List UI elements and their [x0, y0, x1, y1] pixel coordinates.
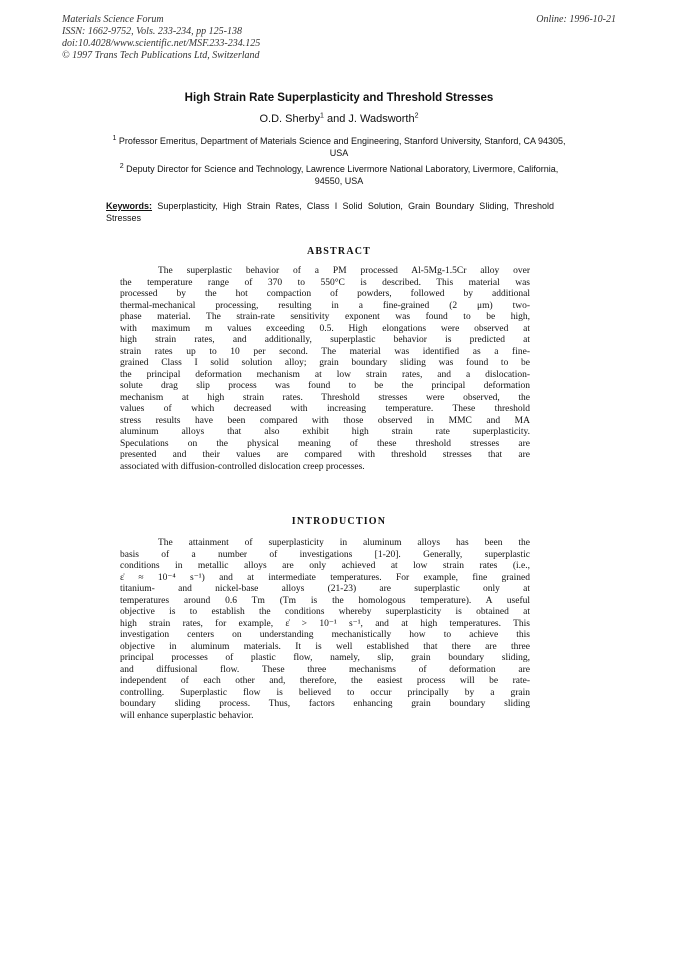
text-line: the principal deformation mechanism at low strain rates, and a dislocation- — [120, 369, 530, 380]
text-line: strain rates up to 10 per second. The material was identified as a fine- — [120, 346, 530, 357]
affiliation-1 — [110, 135, 568, 159]
text-line: processed by the hot compaction of powders, followed by additional — [120, 289, 530, 299]
text-line: objective in aluminum materials. It is well established that there are three — [120, 641, 530, 652]
affiliation-text: Deputy Director for Science and Technology, Lawrence Livermore National Laboratory, Livermore, California, 94550, USA — [123, 164, 559, 186]
text-line: aluminum alloys that also exhibit high strain rate superplasticity. — [120, 427, 530, 437]
text-line: mechanism at high strain rates. Threshold stresses were observed, the — [120, 392, 530, 403]
text-line: stress results have been compared with those observed in MMC and MA — [120, 415, 530, 426]
affiliation-text: Professor Emeritus, Department of Materials Science and Engineering, Stanford University, Stanford, CA 94305, USA — [116, 136, 566, 158]
text-line: investigation centers on understanding mechanistically how to achieve this — [120, 630, 530, 640]
text-line: phase material. The strain-rate sensitivity exponent was found to be high, — [120, 312, 530, 322]
online-date: Online: 1996-10-21 — [536, 14, 616, 25]
text-line: principal processes of plastic flow, namely, slip, grain boundary sliding, — [120, 653, 530, 663]
text-line: grained Class I solid solution alloy; grain boundary sliding was found to be — [120, 358, 530, 368]
text-line: independent of each other and, therefore, the easiest process will be rate- — [120, 676, 530, 686]
author-affiliation-marker: 2 — [414, 112, 419, 120]
paper-title: High Strain Rate Superplasticity and Threshold Stresses — [184, 92, 494, 104]
text-line: controlling. Superplastic flow is believed to occur principally by a grain — [120, 687, 530, 698]
abstract-body — [120, 266, 530, 473]
text-line: thermal-mechanical processing, resulting in a fine-grained (2 μm) two- — [120, 300, 530, 311]
introduction-heading: INTRODUCTION — [291, 516, 387, 527]
text-line: temperatures around 0.6 Tm (Tm is the homologous temperature). A useful — [120, 595, 530, 606]
keywords-label: Keywords: — [106, 201, 153, 211]
keywords-text: Superplasticity, High Strain Rates, Class I Solid Solution, Grain Boundary Sliding, Threshold Stresses — [106, 201, 554, 223]
text-line: high strain rates, for example, ε̇ > 10⁻¹ s⁻¹, and at high temperatures. This — [120, 618, 530, 629]
text-line: objective is to establish the conditions whereby superplasticity is obtained at — [120, 607, 530, 617]
journal-name: Materials Science Forum — [62, 14, 164, 25]
author-line — [0, 113, 678, 125]
text-line: and diffusional flow. These three mechanisms of deformation are — [120, 664, 530, 675]
text-line: solute drag slip process was found to be the principal deformation — [120, 381, 530, 391]
text-line: with maximum m values exceeding 0.5. High elongations were observed at — [120, 323, 530, 334]
author-conjunction: and — [323, 113, 349, 125]
text-line: The superplastic behavior of a PM processed Al-5Mg-1.5Cr alloy over — [158, 266, 530, 276]
text-line: the temperature range of 370 to 550°C is described. This material was — [120, 277, 530, 288]
text-line: values of which decreased with increasing temperature. These threshold — [120, 404, 530, 414]
text-line: conditions in metallic alloys are only achieved at low strain rates (i.e., — [120, 561, 530, 571]
introduction-body — [120, 538, 530, 722]
author-affiliation-marker: 1 — [320, 112, 324, 120]
text-line: basis of a number of investigations [1-20]. Generally, superplastic — [120, 549, 530, 560]
text-line: Speculations on the physical meaning of these threshold stresses are — [120, 438, 530, 449]
affiliation-2 — [110, 163, 568, 187]
text-line: titanium- and nickel-base alloys (21-23) are superplastic only at — [120, 584, 530, 594]
affiliation-marker: 1 — [112, 135, 117, 142]
text-line: high strain rates, and additionally, superplastic behavior is predicted at — [120, 335, 530, 345]
text-line: ε̇ ≈ 10⁻⁴ s⁻¹) and at intermediate temperatures. For example, fine grained — [120, 572, 530, 583]
text-line: The attainment of superplasticity in aluminum alloys has been the — [158, 538, 530, 548]
keywords — [106, 200, 554, 224]
text-line: presented and their values are compared with threshold stresses that are — [120, 450, 530, 460]
abstract-heading: ABSTRACT — [306, 246, 372, 257]
text-line: boundary sliding process. Thus, factors enhancing grain boundary sliding — [120, 699, 530, 709]
text-line: will enhance superplastic behavior. — [120, 710, 254, 721]
text-line: associated with diffusion-controlled dislocation creep processes. — [120, 461, 365, 472]
copyright-line: © 1997 Trans Tech Publications Ltd, Switzerland — [62, 50, 260, 61]
author-name: O.D. Sherby — [259, 113, 320, 125]
affiliation-marker: 2 — [119, 163, 124, 170]
publication-info — [62, 14, 260, 62]
issn-line: ISSN: 1662-9752, Vols. 233-234, pp 125-138 — [62, 26, 242, 37]
author-name: J. Wadsworth — [348, 113, 415, 125]
doi-line[interactable]: doi:10.4028/www.scientific.net/MSF.233-234.125 — [62, 38, 261, 49]
